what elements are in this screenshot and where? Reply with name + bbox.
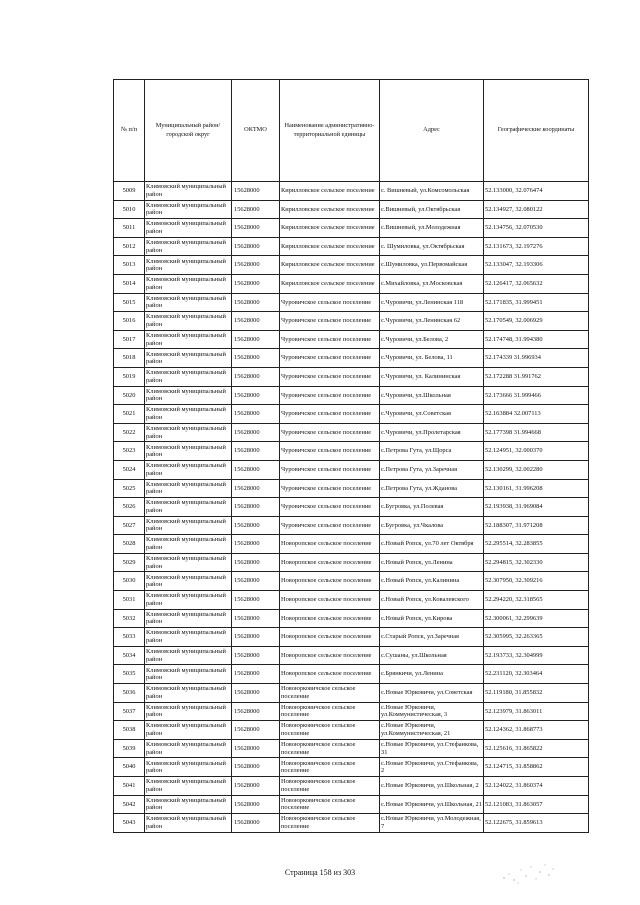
cell-oktmo: 15628000 [232, 330, 280, 349]
cell-coordinates: 52.295514, 32.283855 [484, 535, 589, 554]
cell-number: 5040 [114, 758, 145, 777]
cell-address: с.Вишневый, ул.Октябрьская [380, 200, 484, 219]
cell-district: Климовский муниципальный район [145, 572, 232, 591]
cell-number: 5010 [114, 200, 145, 219]
cell-number: 5033 [114, 628, 145, 647]
cell-coordinates: 52.170549, 32.006929 [484, 312, 589, 331]
cell-address: с.Вишневый, ул.Молодежная [380, 219, 484, 238]
header-number: № п/п [114, 80, 145, 182]
cell-oktmo: 15628000 [232, 739, 280, 758]
table-row [114, 200, 589, 219]
cell-address: с.Чуровичи, ул.Ленинская 62 [380, 312, 484, 331]
table-row [114, 628, 589, 647]
cell-coordinates: 52.122675, 31.859613 [484, 814, 589, 833]
cell-district: Климовский муниципальный район [145, 646, 232, 665]
cell-number: 5017 [114, 330, 145, 349]
table-row [114, 591, 589, 610]
cell-number: 5022 [114, 423, 145, 442]
cell-coordinates: 52.300061, 32.299639 [484, 609, 589, 628]
cell-unit: Чуровичское сельское поселение [280, 516, 380, 535]
header-coordinates: Географические координаты [484, 80, 589, 182]
cell-unit: Чуровичское сельское поселение [280, 367, 380, 386]
cell-unit: Кирилловское сельское поселение [280, 219, 380, 238]
cell-coordinates: 52.123979, 31.863011 [484, 702, 589, 721]
cell-coordinates: 52.305995, 32.263365 [484, 628, 589, 647]
cell-oktmo: 15628000 [232, 684, 280, 703]
cell-unit: Кирилловское сельское поселение [280, 237, 380, 256]
cell-district: Климовский муниципальный район [145, 553, 232, 572]
cell-number: 5042 [114, 795, 145, 814]
cell-number: 5035 [114, 665, 145, 684]
table-row [114, 460, 589, 479]
cell-oktmo: 15628000 [232, 777, 280, 796]
cell-coordinates: 52.131673, 32.197276 [484, 237, 589, 256]
header-oktmo: ОКТМО [232, 80, 280, 182]
cell-address: с.Старый Ропск, ул.Заречная [380, 628, 484, 647]
cell-number: 5031 [114, 591, 145, 610]
cell-district: Климовский муниципальный район [145, 256, 232, 275]
cell-district: Климовский муниципальный район [145, 237, 232, 256]
cell-oktmo: 15628000 [232, 702, 280, 721]
cell-coordinates: 52.294220, 32.318565 [484, 591, 589, 610]
cell-district: Климовский муниципальный район [145, 349, 232, 368]
cell-oktmo: 15628000 [232, 721, 280, 740]
header-address: Адрес [380, 80, 484, 182]
cell-address: с.Чуровичи, ул.Пролетарская [380, 423, 484, 442]
table-row [114, 665, 589, 684]
cell-address: с.Новый Ропск, ул.70 лет Октября [380, 535, 484, 554]
cell-district: Климовский муниципальный район [145, 367, 232, 386]
cell-number: 5011 [114, 219, 145, 238]
cell-address: с.Новые Юрковичи, ул.Молодежная, 7 [380, 814, 484, 833]
cell-district: Климовский муниципальный район [145, 330, 232, 349]
cell-address: с.Новый Ропск, ул.Кирова [380, 609, 484, 628]
cell-coordinates: 52.130161, 31.996208 [484, 479, 589, 498]
cell-coordinates: 52.130299, 32.002280 [484, 460, 589, 479]
cell-number: 5013 [114, 256, 145, 275]
cell-address: с.Шумиловка, ул.Первомайская [380, 256, 484, 275]
cell-district: Климовский муниципальный район [145, 182, 232, 201]
cell-unit: Новоропское сельское поселение [280, 535, 380, 554]
cell-number: 5026 [114, 498, 145, 517]
page-number: Страница 158 из 303 [284, 868, 356, 877]
table-row [114, 572, 589, 591]
cell-address: с.Новый Ропск, ул.Ленина [380, 553, 484, 572]
cell-address: с.Новые Юрковичи, ул.Коммунистическая, 21 [380, 721, 484, 740]
cell-oktmo: 15628000 [232, 535, 280, 554]
cell-address: с.Новые Юрковичи, ул.Школьная, 2 [380, 777, 484, 796]
cell-unit: Чуровичское сельское поселение [280, 479, 380, 498]
cell-address: с.Новые Юрковичи, ул.Коммунистическая, 3 [380, 702, 484, 721]
cell-address: с.Чуровичи, ул. Калининская [380, 367, 484, 386]
table-row [114, 795, 589, 814]
cell-district: Климовский муниципальный район [145, 777, 232, 796]
cell-oktmo: 15628000 [232, 293, 280, 312]
cell-unit: Чуровичское сельское поселение [280, 498, 380, 517]
cell-district: Климовский муниципальный район [145, 460, 232, 479]
cell-unit: Новоюрковичское сельское поселение [280, 795, 380, 814]
cell-number: 5034 [114, 646, 145, 665]
cell-unit: Чуровичское сельское поселение [280, 405, 380, 424]
cell-number: 5037 [114, 702, 145, 721]
cell-number: 5038 [114, 721, 145, 740]
cell-coordinates: 52.124022, 31.860374 [484, 777, 589, 796]
cell-coordinates: 52.121083, 31.863057 [484, 795, 589, 814]
cell-address: с.Новые Юрковичи, ул.Стефанкова, 2 [380, 758, 484, 777]
cell-coordinates: 52.171835, 31.999451 [484, 293, 589, 312]
cell-district: Климовский муниципальный район [145, 591, 232, 610]
table-row [114, 293, 589, 312]
cell-district: Климовский муниципальный район [145, 702, 232, 721]
cell-oktmo: 15628000 [232, 758, 280, 777]
cell-number: 5032 [114, 609, 145, 628]
table-row [114, 256, 589, 275]
cell-unit: Чуровичское сельское поселение [280, 312, 380, 331]
cell-coordinates: 52.119180, 31.855832 [484, 684, 589, 703]
cell-district: Климовский муниципальный район [145, 219, 232, 238]
cell-unit: Новоропское сельское поселение [280, 609, 380, 628]
cell-address: с.Петрова Гута, ул.Жданова [380, 479, 484, 498]
cell-coordinates: 52.134927, 32.080122 [484, 200, 589, 219]
cell-address: с.Чуровичи, ул.Школьная [380, 386, 484, 405]
cell-unit: Новоюрковичское сельское поселение [280, 721, 380, 740]
table-row [114, 386, 589, 405]
cell-address: с.Новый Ропск, ул.Ковалевского [380, 591, 484, 610]
cell-number: 5015 [114, 293, 145, 312]
cell-oktmo: 15628000 [232, 386, 280, 405]
cell-address: с.Новые Юрковичи, ул.Школьная, 21 [380, 795, 484, 814]
cell-coordinates: 52.124951, 32.000370 [484, 442, 589, 461]
cell-address: с.Михайловка, ул.Московская [380, 274, 484, 293]
cell-number: 5019 [114, 367, 145, 386]
table-row [114, 330, 589, 349]
cell-oktmo: 15628000 [232, 572, 280, 591]
cell-district: Климовский муниципальный район [145, 665, 232, 684]
cell-oktmo: 15628000 [232, 200, 280, 219]
cell-unit: Чуровичское сельское поселение [280, 330, 380, 349]
cell-number: 5043 [114, 814, 145, 833]
cell-district: Климовский муниципальный район [145, 293, 232, 312]
cell-oktmo: 15628000 [232, 442, 280, 461]
table-row [114, 721, 589, 740]
cell-number: 5018 [114, 349, 145, 368]
cell-number: 5025 [114, 479, 145, 498]
cell-number: 5016 [114, 312, 145, 331]
cell-district: Климовский муниципальный район [145, 498, 232, 517]
cell-unit: Новоюрковичское сельское поселение [280, 739, 380, 758]
cell-coordinates: 52.294815, 32.302330 [484, 553, 589, 572]
registry-table [113, 79, 589, 833]
table-row [114, 237, 589, 256]
cell-unit: Чуровичское сельское поселение [280, 423, 380, 442]
header-unit: Наименование административно-территориальной единицы [280, 80, 380, 182]
cell-oktmo: 15628000 [232, 479, 280, 498]
cell-address: с.Чуровичи, ул. Белова, 11 [380, 349, 484, 368]
table-row [114, 498, 589, 517]
cell-address: с.Петрова Гута, ул.Щорса [380, 442, 484, 461]
cell-unit: Новоюрковичское сельское поселение [280, 758, 380, 777]
table-row [114, 442, 589, 461]
cell-coordinates: 52.172288 31.991762 [484, 367, 589, 386]
cell-coordinates: 52.231120, 32.303464 [484, 665, 589, 684]
table-row [114, 423, 589, 442]
cell-unit: Новоропское сельское поселение [280, 665, 380, 684]
cell-oktmo: 15628000 [232, 814, 280, 833]
cell-oktmo: 15628000 [232, 460, 280, 479]
cell-address: с.Бугровка, ул.Чкалова [380, 516, 484, 535]
header-district: Муниципальный район/городской округ [145, 80, 232, 182]
cell-number: 5009 [114, 182, 145, 201]
cell-oktmo: 15628000 [232, 646, 280, 665]
cell-number: 5041 [114, 777, 145, 796]
scan-noise [500, 858, 560, 888]
cell-oktmo: 15628000 [232, 553, 280, 572]
cell-coordinates: 52.124715, 31.858862 [484, 758, 589, 777]
cell-unit: Чуровичское сельское поселение [280, 349, 380, 368]
cell-unit: Новоюрковичское сельское поселение [280, 702, 380, 721]
table-row [114, 516, 589, 535]
table-row [114, 182, 589, 201]
cell-oktmo: 15628000 [232, 591, 280, 610]
cell-coordinates: 52.174748, 31.994380 [484, 330, 589, 349]
cell-oktmo: 15628000 [232, 498, 280, 517]
cell-oktmo: 15628000 [232, 628, 280, 647]
cell-district: Климовский муниципальный район [145, 516, 232, 535]
cell-number: 5028 [114, 535, 145, 554]
table-row [114, 405, 589, 424]
table-row [114, 479, 589, 498]
cell-unit: Новоюрковичское сельское поселение [280, 777, 380, 796]
cell-unit: Чуровичское сельское поселение [280, 386, 380, 405]
cell-oktmo: 15628000 [232, 405, 280, 424]
cell-oktmo: 15628000 [232, 219, 280, 238]
cell-oktmo: 15628000 [232, 795, 280, 814]
cell-district: Климовский муниципальный район [145, 423, 232, 442]
cell-oktmo: 15628000 [232, 349, 280, 368]
cell-oktmo: 15628000 [232, 516, 280, 535]
cell-unit: Чуровичское сельское поселение [280, 442, 380, 461]
table-row [114, 739, 589, 758]
cell-number: 5012 [114, 237, 145, 256]
cell-district: Климовский муниципальный район [145, 739, 232, 758]
cell-coordinates: 52.134756, 32.070530 [484, 219, 589, 238]
cell-address: с.Бугровка, ул.Полевая [380, 498, 484, 517]
cell-oktmo: 15628000 [232, 312, 280, 331]
cell-address: с.Чуровичи, ул.Советская [380, 405, 484, 424]
cell-address: с.Чуровичи, ул.Ленинская 118 [380, 293, 484, 312]
cell-address: с.Новые Юрковичи, ул.Советская [380, 684, 484, 703]
cell-coordinates: 52.173666 31.999466 [484, 386, 589, 405]
cell-coordinates: 52.124362, 31.868773 [484, 721, 589, 740]
cell-oktmo: 15628000 [232, 274, 280, 293]
cell-unit: Новоропское сельское поселение [280, 628, 380, 647]
table-row [114, 702, 589, 721]
cell-address: с.Новые Юрковичи, ул.Стефанкова, 31 [380, 739, 484, 758]
cell-oktmo: 15628000 [232, 237, 280, 256]
cell-number: 5024 [114, 460, 145, 479]
cell-number: 5014 [114, 274, 145, 293]
cell-district: Климовский муниципальный район [145, 721, 232, 740]
cell-address: с.Брянкичи, ул.Ленина [380, 665, 484, 684]
cell-coordinates: 52.125616, 31.865822 [484, 739, 589, 758]
cell-address: с. Вишневый, ул.Комсомольская [380, 182, 484, 201]
cell-unit: Новоропское сельское поселение [280, 572, 380, 591]
cell-oktmo: 15628000 [232, 367, 280, 386]
cell-unit: Кирилловское сельское поселение [280, 182, 380, 201]
cell-unit: Новоропское сельское поселение [280, 646, 380, 665]
table-row [114, 535, 589, 554]
cell-number: 5020 [114, 386, 145, 405]
cell-oktmo: 15628000 [232, 423, 280, 442]
table-row [114, 274, 589, 293]
cell-coordinates: 52.133047, 32.193306 [484, 256, 589, 275]
cell-unit: Кирилловское сельское поселение [280, 274, 380, 293]
header-row [114, 80, 589, 182]
cell-address: с.Петрова Гута, ул.Заречная [380, 460, 484, 479]
cell-coordinates: 52.307950, 32.309216 [484, 572, 589, 591]
document-sheet [113, 79, 589, 833]
cell-district: Климовский муниципальный район [145, 609, 232, 628]
cell-oktmo: 15628000 [232, 609, 280, 628]
cell-oktmo: 15628000 [232, 256, 280, 275]
table-row [114, 758, 589, 777]
table-row [114, 367, 589, 386]
table-row [114, 312, 589, 331]
cell-number: 5029 [114, 553, 145, 572]
table-body [114, 182, 589, 833]
cell-district: Климовский муниципальный район [145, 628, 232, 647]
cell-district: Климовский муниципальный район [145, 758, 232, 777]
table-row [114, 553, 589, 572]
cell-coordinates: 52.188307, 31.971208 [484, 516, 589, 535]
cell-address: с.Чуровичи, ул.Белова, 2 [380, 330, 484, 349]
cell-district: Климовский муниципальный район [145, 312, 232, 331]
cell-district: Климовский муниципальный район [145, 274, 232, 293]
cell-number: 5036 [114, 684, 145, 703]
cell-district: Климовский муниципальный район [145, 200, 232, 219]
cell-district: Климовский муниципальный район [145, 479, 232, 498]
cell-number: 5021 [114, 405, 145, 424]
cell-coordinates: 52.174339 31.996934 [484, 349, 589, 368]
cell-coordinates: 52.133000, 32.076474 [484, 182, 589, 201]
cell-district: Климовский муниципальный район [145, 814, 232, 833]
cell-address: с. Шумиловка, ул.Октябрьская [380, 237, 484, 256]
cell-unit: Кирилловское сельское поселение [280, 200, 380, 219]
cell-district: Климовский муниципальный район [145, 386, 232, 405]
cell-coordinates: 52.177398 31.994668 [484, 423, 589, 442]
table-row [114, 684, 589, 703]
cell-coordinates: 52.193733, 32.304999 [484, 646, 589, 665]
table-row [114, 219, 589, 238]
cell-unit: Новоропское сельское поселение [280, 553, 380, 572]
cell-district: Климовский муниципальный район [145, 442, 232, 461]
cell-unit: Чуровичское сельское поселение [280, 293, 380, 312]
cell-number: 5027 [114, 516, 145, 535]
cell-number: 5030 [114, 572, 145, 591]
cell-district: Климовский муниципальный район [145, 405, 232, 424]
cell-coordinates: 52.193938, 31.969084 [484, 498, 589, 517]
cell-unit: Чуровичское сельское поселение [280, 460, 380, 479]
cell-oktmo: 15628000 [232, 665, 280, 684]
cell-number: 5039 [114, 739, 145, 758]
cell-coordinates: 52.163884 32.007113 [484, 405, 589, 424]
cell-unit: Новоюрковичское сельское поселение [280, 684, 380, 703]
cell-address: с.Новый Ропск, ул.Калинина [380, 572, 484, 591]
cell-address: с.Сушаны, ул.Школьная [380, 646, 484, 665]
cell-unit: Новоропское сельское поселение [280, 591, 380, 610]
table-row [114, 609, 589, 628]
cell-district: Климовский муниципальный район [145, 795, 232, 814]
table-row [114, 349, 589, 368]
cell-coordinates: 52.126417, 32.065632 [484, 274, 589, 293]
cell-number: 5023 [114, 442, 145, 461]
table-row [114, 777, 589, 796]
cell-unit: Новоюрковичское сельское поселение [280, 814, 380, 833]
cell-oktmo: 15628000 [232, 182, 280, 201]
cell-district: Климовский муниципальный район [145, 684, 232, 703]
table-row [114, 814, 589, 833]
cell-district: Климовский муниципальный район [145, 535, 232, 554]
table-row [114, 646, 589, 665]
cell-unit: Кирилловское сельское поселение [280, 256, 380, 275]
